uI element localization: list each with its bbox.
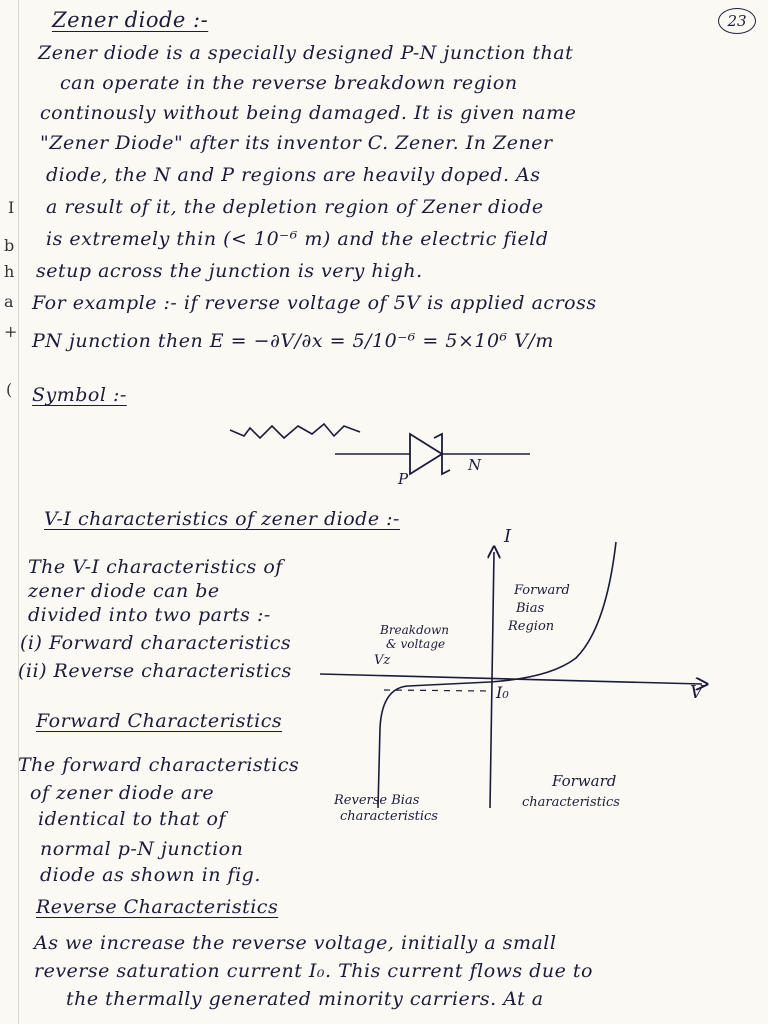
forward-line: normal p-N junction <box>40 838 244 860</box>
zener-symbol-figure <box>220 408 600 488</box>
crossed-out-sketch <box>230 424 360 438</box>
forward-bias-label: Region <box>508 619 555 634</box>
forward-line: of zener diode are <box>30 782 215 804</box>
margin-mark: b <box>4 236 15 255</box>
zener-vi-curve <box>378 542 616 808</box>
i-axis-label: I <box>504 526 512 547</box>
reverse-heading: Reverse Characteristics <box>36 896 279 918</box>
v-axis-label: V <box>690 682 703 703</box>
vz-label: Vz <box>374 653 391 668</box>
intro-line: PN junction then E = −∂V/∂x = 5/10⁻⁶ = 5×10⁶ V/m <box>32 330 554 352</box>
margin-mark: I <box>8 198 15 217</box>
intro-line: diode, the N and P regions are heavily doped. As <box>46 164 541 186</box>
heading-zener-diode: Zener diode :- <box>52 8 209 32</box>
margin-mark: + <box>4 322 18 341</box>
intro-line: a result of it, the depletion region of Zener diode <box>46 196 544 218</box>
reverse-line: the thermally generated minority carriers. At a <box>66 988 544 1010</box>
forward-bias-label: Bias <box>516 601 545 616</box>
vi-heading: V-I characteristics of zener diode :- <box>44 508 400 530</box>
vi-line: zener diode can be <box>28 580 220 602</box>
margin-mark: ( <box>6 380 13 399</box>
reverse-bias-label: characteristics <box>340 809 438 824</box>
forward-line: identical to that of <box>38 808 226 830</box>
n-label: N <box>468 456 482 474</box>
reverse-bias-label: Reverse Bias <box>334 793 420 808</box>
forward-char-label: characteristics <box>522 795 620 810</box>
intro-line: setup across the junction is very high. <box>36 260 423 282</box>
forward-line: The forward characteristics <box>18 754 300 776</box>
intro-line: is extremely thin (< 10⁻⁶ m) and the electric field <box>46 228 549 250</box>
v-axis <box>320 674 702 684</box>
intro-line: can operate in the reverse breakdown region <box>60 72 518 94</box>
i0-label: I₀ <box>496 683 509 702</box>
reverse-line: reverse saturation current I₀. This current flows due to <box>34 960 593 982</box>
i-axis <box>490 552 494 808</box>
reverse-line: As we increase the reverse voltage, initially a small <box>34 932 557 954</box>
breakdown-label: & voltage <box>386 637 446 651</box>
vi-line: (i) Forward characteristics <box>20 632 292 654</box>
page-number: 23 <box>718 8 756 34</box>
margin-mark: h <box>4 262 15 281</box>
vi-line: divided into two parts :- <box>28 604 271 626</box>
diode-triangle <box>410 434 442 474</box>
margin-mark: a <box>4 292 14 311</box>
symbol-heading: Symbol :- <box>32 384 127 406</box>
vi-line: The V-I characteristics of <box>28 556 283 578</box>
p-label: P <box>398 470 409 488</box>
intro-line: For example :- if reverse voltage of 5V is applied across <box>32 292 597 314</box>
intro-line: Zener diode is a specially designed P-N junction that <box>38 42 574 64</box>
forward-char-label: Forward <box>552 772 617 790</box>
vi-line: (ii) Reverse characteristics <box>18 660 292 682</box>
intro-line: continously without being damaged. It is given name <box>40 102 577 124</box>
breakdown-label: Breakdown <box>380 623 449 637</box>
forward-line: diode as shown in fig. <box>40 864 261 886</box>
vi-characteristics-graph <box>318 518 728 828</box>
intro-line: "Zener Diode" after its inventor C. Zener. In Zener <box>40 132 553 154</box>
page-left-edge <box>0 0 19 1024</box>
forward-heading: Forward Characteristics <box>36 710 283 732</box>
forward-bias-label: Forward <box>514 583 570 598</box>
saturation-dashed-line <box>384 690 490 691</box>
